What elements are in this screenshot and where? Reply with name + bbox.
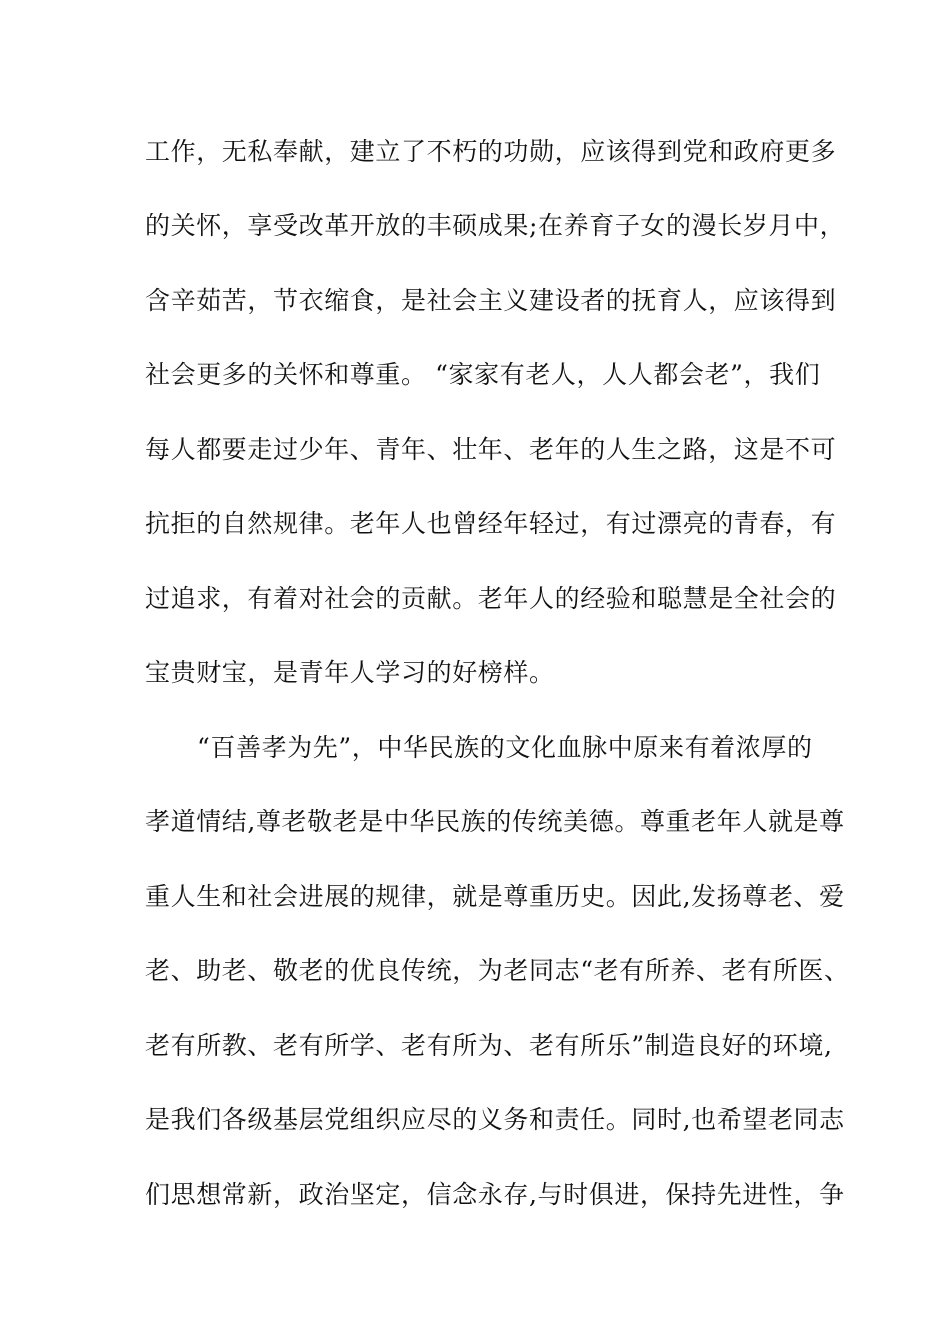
text-line: 重人生和社会进展的规律，就是尊重历史。因此,发扬尊老、爱 — [145, 882, 845, 911]
paragraph-first-line: “百善孝为先”，中华民族的文化血脉中原来有着浓厚的 — [197, 733, 813, 762]
text-line: 们思想常新，政治坚定，信念永存,与时俱进，保持先进性，争 — [145, 1180, 845, 1209]
text-line: 过追求，有着对社会的贡献。老年人的经验和聪慧是全社会的 — [145, 584, 837, 613]
text-line: 老有所教、老有所学、老有所为、老有所乐”制造良好的环境, — [145, 1031, 833, 1060]
text-line: 宝贵财宝，是青年人学习的好榜样。 — [145, 658, 555, 687]
text-line: 工作，无私奉献，建立了不朽的功勋，应该得到党和政府更多 — [145, 137, 837, 166]
text-line: 抗拒的自然规律。老年人也曾经年轻过，有过漂亮的青春，有 — [145, 509, 837, 538]
text-line: 的关怀，享受改革开放的丰硕成果;在养育子女的漫长岁月中， — [145, 211, 846, 240]
text-line: 每人都要走过少年、青年、壮年、老年的人生之路，这是不可 — [145, 435, 837, 464]
text-line: 社会更多的关怀和尊重。 “家家有老人，人人都会老”，我们 — [145, 360, 821, 389]
text-line: 是我们各级基层党组织应尽的义务和责任。同时,也希望老同志 — [145, 1105, 845, 1134]
text-line: 孝道情结,尊老敬老是中华民族的传统美德。尊重老年人就是尊 — [145, 807, 845, 836]
text-line: 老、助老、敬老的优良传统，为老同志“老有所养、老有所医、 — [145, 956, 850, 985]
text-line: 含辛茹苦，节衣缩食，是社会主义建设者的抚育人，应该得到 — [145, 286, 837, 315]
